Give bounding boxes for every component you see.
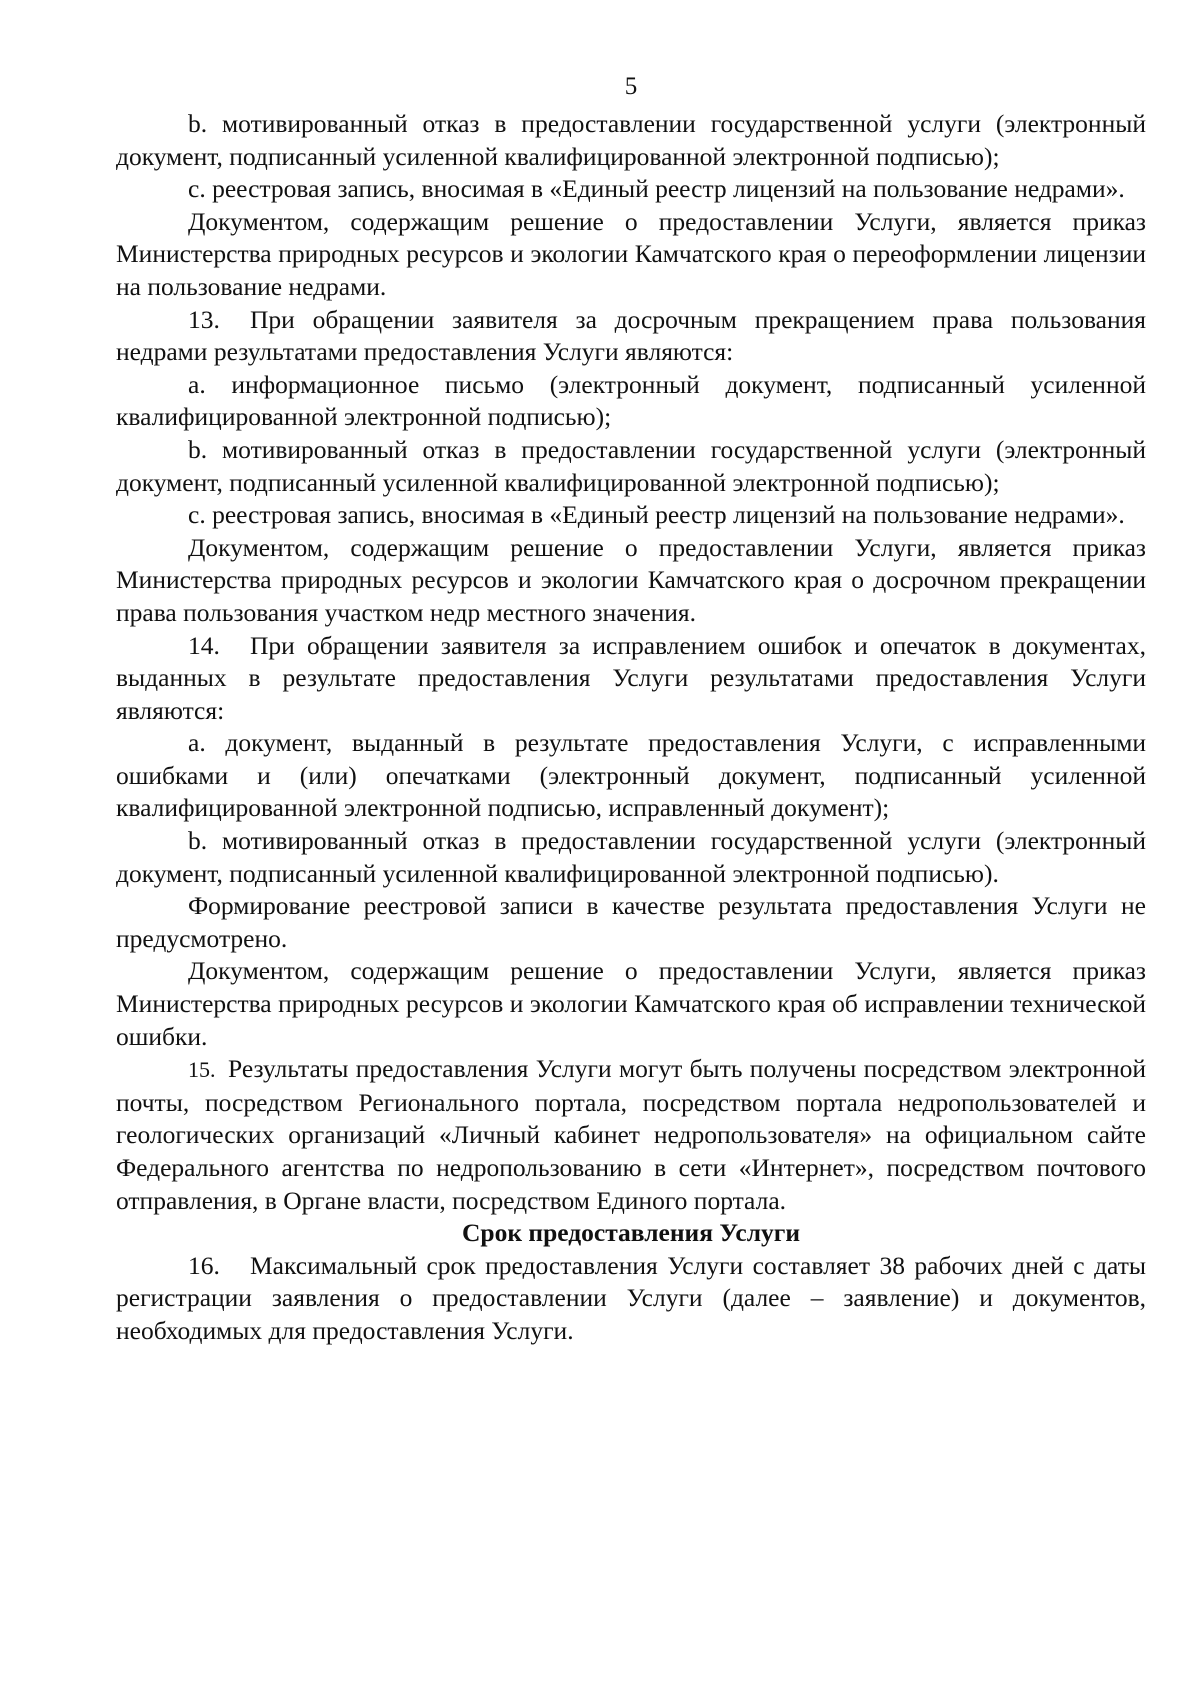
- paragraph-15: [116, 1053, 1146, 1217]
- paragraph-12-document: Документом, содержащим решение о предоставлении Услуги, является приказ Министерства природных ресурсов и экологии Камчатского края о переоформлении лицензии на пользование недрами.: [116, 206, 1146, 301]
- paragraph-13c: c. реестровая запись, вносимая в «Единый реестр лицензий на пользование недрами».: [188, 500, 1125, 530]
- paragraph-13: [116, 304, 1146, 369]
- paragraph-12c: c. реестровая запись, вносимая в «Единый реестр лицензий на пользование недрами».: [188, 174, 1125, 204]
- item-number-13: 13.: [188, 304, 220, 334]
- paragraph-14a: a. документ, выданный в результате предоставления Услуги, с исправленными ошибками и (или) опечатками (электронный документ, подписанный усиленной квалифицированной электронной подписью, исправленный документ);: [116, 728, 1146, 823]
- paragraph-13b: b. мотивированный отказ в предоставлении государственной услуги (электронный документ, подписанный усиленной квалифицированной электронной подписью);: [116, 434, 1146, 497]
- paragraph-15-text: Результаты предоставления Услуги могут быть получены посредством электронной почты, посредством Регионального портала, посредством портала недропользователей и геологических организаций «Личный кабинет недропользователя» на официальном сайте Федерального агентства по недропользованию в сети «Интернет», посредством почтового отправления, в Органе власти, посредством Единого портала.: [116, 1054, 1146, 1215]
- item-number-14: 14.: [188, 630, 220, 660]
- paragraph-14: [116, 630, 1146, 728]
- paragraph-14-document: Документом, содержащим решение о предоставлении Услуги, является приказ Министерства природных ресурсов и экологии Камчатского края об исправлении технической ошибки.: [116, 956, 1146, 1051]
- paragraph-16: [116, 1250, 1146, 1348]
- paragraph-14-text: При обращении заявителя за исправлением ошибок и опечаток в документах, выданных в результате предоставления Услуги результатами предоставления Услуги являются:: [116, 630, 1146, 725]
- paragraph-12b: b. мотивированный отказ в предоставлении государственной услуги (электронный документ, подписанный усиленной квалифицированной электронной подписью);: [116, 109, 1146, 171]
- document-page: [116, 72, 1146, 1348]
- section-heading: Срок предоставления Услуги: [461, 1218, 801, 1248]
- paragraph-13-document: Документом, содержащим решение о предоставлении Услуги, является приказ Министерства природных ресурсов и экологии Камчатского края о досрочном прекращении права пользования участком недр местного значения.: [116, 532, 1146, 627]
- paragraph-16-text: Максимальный срок предоставления Услуги составляет 38 рабочих дней с даты регистрации заявления о предоставлении Услуги (далее – заявление) и документов, необходимых для предоставления Услуги.: [116, 1250, 1146, 1345]
- item-number-15: 15.: [188, 1057, 216, 1083]
- paragraph-13-text: При обращении заявителя за досрочным прекращением права пользования недрами результатами предоставления Услуги являются:: [116, 304, 1146, 367]
- paragraph-14-registry: Формирование реестровой записи в качестве результата предоставления Услуги не предусмотрено.: [116, 891, 1146, 953]
- item-number-16: 16.: [188, 1250, 220, 1280]
- paragraph-13a: a. информационное письмо (электронный документ, подписанный усиленной квалифицированной электронной подписью);: [116, 369, 1146, 432]
- page-number: 5: [624, 73, 638, 100]
- paragraph-14b: b. мотивированный отказ в предоставлении государственной услуги (электронный документ, подписанный усиленной квалифицированной электронной подписью).: [116, 826, 1146, 888]
